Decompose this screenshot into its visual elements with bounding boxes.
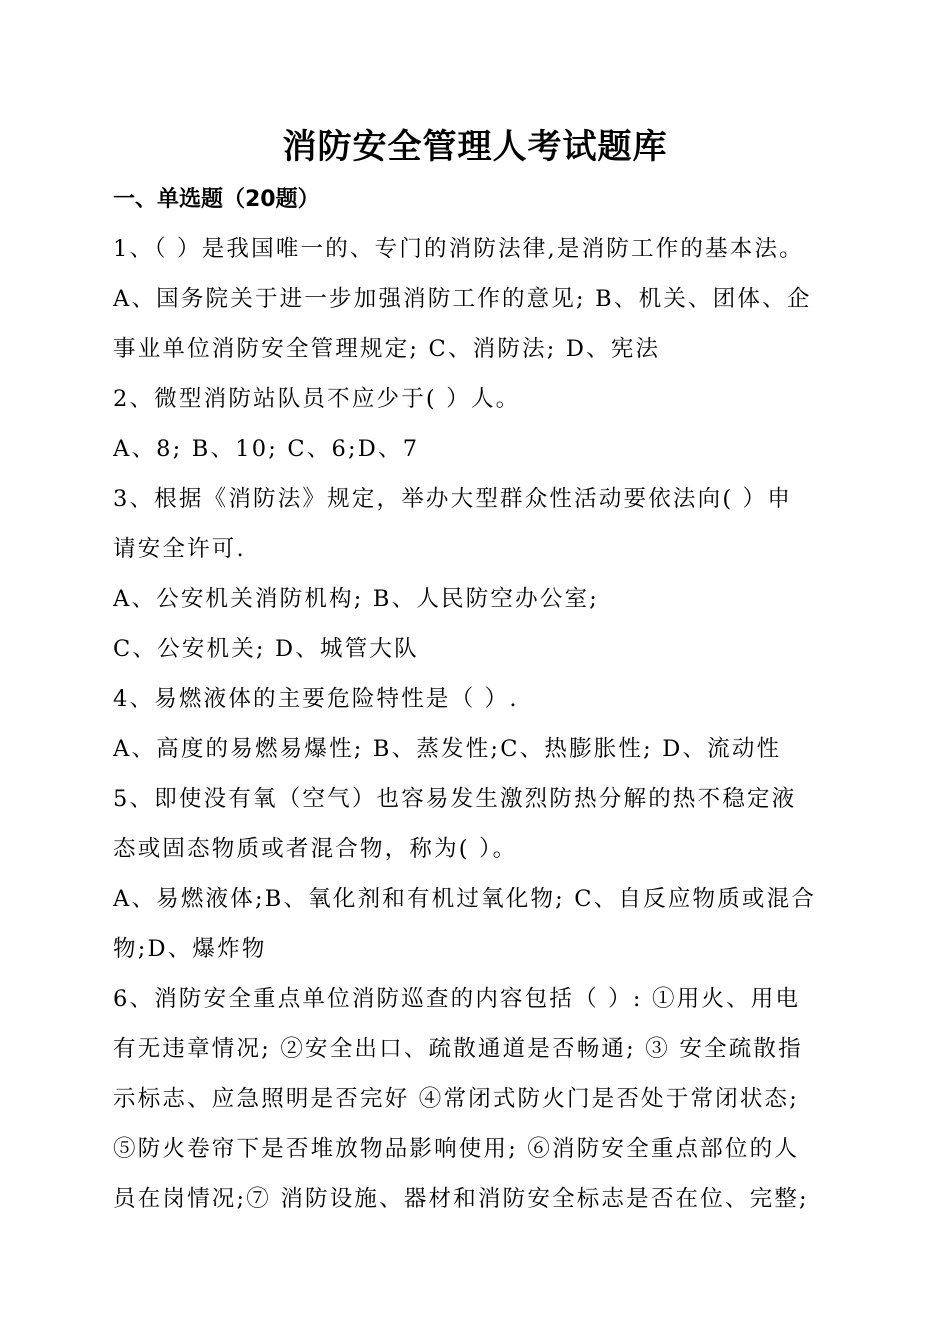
text-line: 6、消防安全重点单位消防巡查的内容包括（ ）: ①用火、用电 [113, 986, 801, 1012]
text-line: 3、根据《消防法》规定，举办大型群众性活动要依法向( ）申 [113, 486, 793, 512]
text-line: 员在岗情况;⑦ 消防设施、器材和消防安全标志是否在位、完整; [113, 1186, 809, 1212]
text-line: 4、易燃液体的主要危险特性是（ ）. [113, 686, 519, 712]
text-line: 态或固态物质或者混合物，称为( ）。 [113, 836, 518, 862]
text-line: A、国务院关于进一步加强消防工作的意见; B、机关、团体、企 [113, 286, 812, 312]
text-line: 5、即使没有氧（空气）也容易发生激烈防热分解的热不稳定液 [113, 786, 797, 812]
text-line: A、高度的易燃易爆性; B、蒸发性;C、热膨胀性; D、流动性 [113, 736, 782, 762]
text-line: 示标志、应急照明是否完好 ④常闭式防火门是否处于常闭状态; [113, 1086, 800, 1112]
text-line: 物;D、爆炸物 [113, 936, 267, 962]
text-line: A、易燃液体;B、氧化剂和有机过氧化物; C、自反应物质或混合 [113, 886, 817, 912]
text-line: 有无违章情况; ②安全出口、疏散通道是否畅通; ③ 安全疏散指 [113, 1036, 803, 1062]
text-line: A、公安机关消防机构; B、人民防空办公室; [113, 586, 599, 612]
text-line: C、公安机关; D、城管大队 [113, 636, 419, 662]
document-title: 消防安全管理人考试题库 [282, 127, 668, 167]
section-heading: 一、单选题（20题） [113, 187, 320, 212]
text-line: ⑤防火卷帘下是否堆放物品影响使用; ⑥消防安全重点部位的人 [113, 1136, 800, 1162]
text-line: 2、微型消防站队员不应少于( ）人。 [113, 386, 521, 412]
text-line: A、8; B、10; C、6;D、7 [113, 436, 420, 462]
text-line: 事业单位消防安全管理规定; C、消防法; D、宪法 [113, 336, 661, 362]
text-line: 请安全许可. [113, 536, 246, 562]
text-line: 1、（ ）是我国唯一的、专门的消防法律,是消防工作的基本法。 [113, 236, 804, 262]
